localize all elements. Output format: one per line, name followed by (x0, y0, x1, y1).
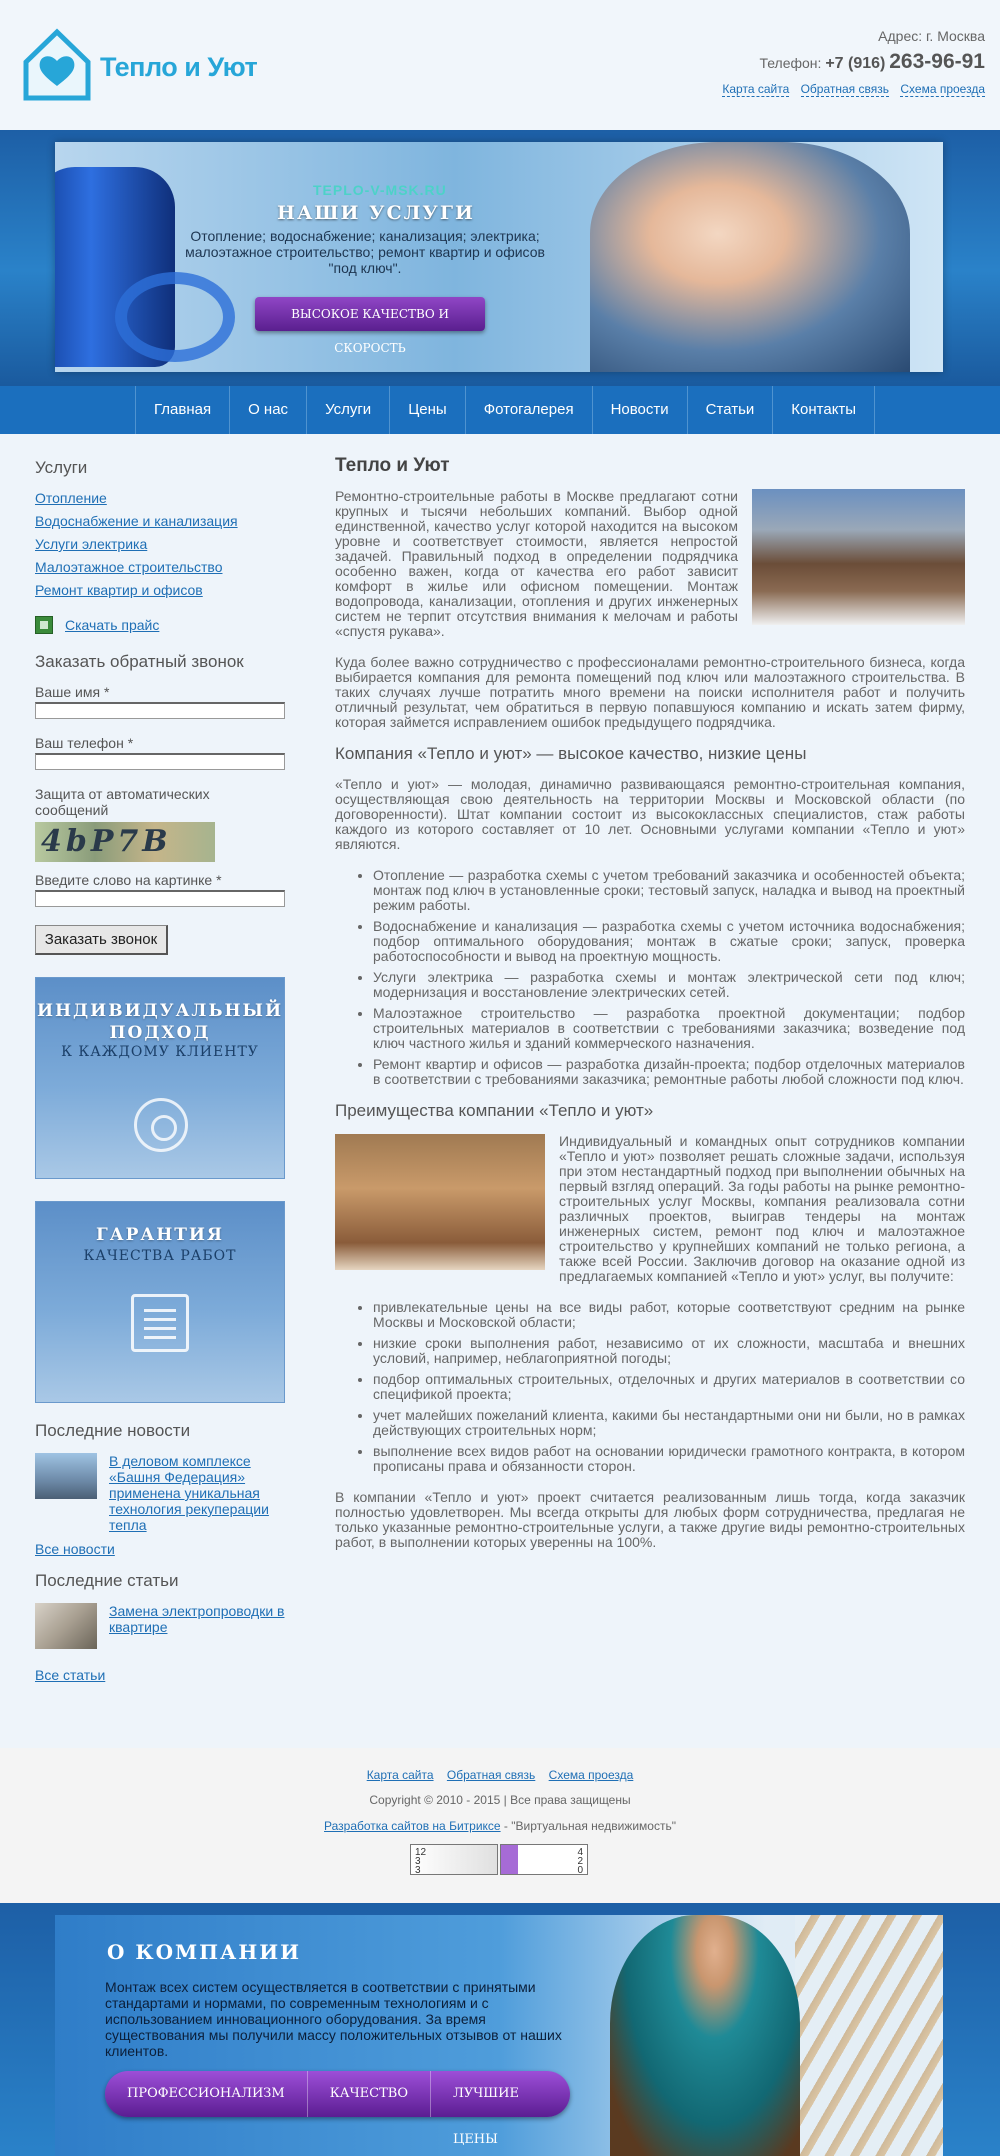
article-thumbnail[interactable] (35, 1603, 97, 1649)
target-icon (134, 1098, 188, 1152)
news-thumbnail[interactable] (35, 1453, 97, 1499)
list-item: • Водоснабжение и канализация — разработка схемы с учетом источника водоснабжения; подбор оптимального оборудования; монтаж в сжатые сроки; запуск, проверка работоспособности и вывод на проектную мощность. (373, 919, 965, 964)
banner-title: НАШИ УСЛУГИ (277, 202, 475, 224)
nav-gallery[interactable]: Фотогалерея (465, 386, 592, 434)
copyright: Copyright © 2010 - 2015 | Все права защищены (369, 1793, 631, 1807)
page-title: Тепло и Уют (335, 455, 450, 476)
benefits-list (373, 1300, 965, 1474)
promo2-line1: ГАРАНТИЯ (96, 1225, 224, 1245)
main-nav (0, 386, 1000, 434)
captcha-image: 4bP7B (35, 822, 215, 862)
download-price-link[interactable]: Скачать прайс (65, 617, 160, 633)
promo1-line3: К КАЖДОМУ КЛИЕНТУ (61, 1044, 259, 1060)
site-footer (0, 1748, 1000, 1903)
second-paragraph: Куда более важно сотрудничество с профессионалами ремонтно-строительного бизнеса, когда выбирается компания для ремонта помещений под ключ или малоэтажного строительства. В таких случаях лучше потратить много времени на поиски исполнителя работ и получить отличный результат, чем обратиться в первую попавшуюся компанию и искать затем фирму, которая займется исправлением ошибок предыдущего подрядчика. (335, 654, 965, 730)
all-news-link[interactable]: Все новости (35, 1541, 115, 1557)
list-item: • привлекательные цены на все виды работ, которые соответствуют средним на рынке Москвы и Московской области; (373, 1300, 965, 1330)
address: Адрес: г. Москва (878, 28, 985, 44)
article-item (35, 1603, 285, 1649)
news-item (35, 1453, 285, 1533)
professionalism-button[interactable]: ПРОФЕССИОНАЛИЗМ (105, 2071, 308, 2117)
sitemap-link[interactable]: Карта сайта (722, 82, 790, 96)
nav-prices[interactable]: Цены (389, 386, 465, 434)
footer-feedback-link[interactable]: Обратная связь (446, 1768, 536, 1782)
interior-photo (335, 1134, 545, 1270)
sidebar-item-water[interactable]: Водоснабжение и канализация (35, 513, 238, 529)
section-heading-quality: Компания «Тепло и уют» — высокое качество, низкие цены (335, 744, 807, 763)
developer-link[interactable]: Разработка сайтов на Битриксе (324, 1819, 501, 1833)
excel-file-icon (35, 616, 53, 634)
list-item: • подбор оптимальных строительных, отделочных и других материалов в соответствии со спецификой проекта; (373, 1372, 965, 1402)
quality-guarantee-banner[interactable] (35, 1201, 285, 1403)
rating-counter[interactable]: 4 2 0 (500, 1844, 588, 1875)
promo1-line1: ИНДИВИДУАЛЬНЫЙ (36, 1001, 284, 1021)
house-heart-logo-icon[interactable] (20, 24, 95, 104)
advantages-paragraph: Индивидуальный и командных опыт сотрудников компании «Тепло и уют» позволяет решать сложные задачи, используя при этом нестандартный подход при выполнении обычных на первый взгляд операций. За годы работы на рынке ремонтно-строительных услуг Москвы, компания реализовала сотни различных проектов, выиграв тендеры на монтаж инженерных систем, ремонт под ключ и малоэтажное строительство у крупнейших компаний не только региона, а также всей России. Заключив договор на оказание одной из предлагаемых компанией «Тепло и уют» услуг, вы получите: (559, 1133, 965, 1284)
about-buttons (105, 2071, 570, 2147)
list-item: • Услуги электрика — разработка схемы и монтаж электрической сети под ключ; модернизация и восстановление электрических сетей. (373, 970, 965, 1000)
document-icon (131, 1294, 189, 1352)
footer-links (0, 1768, 1000, 1782)
phone-code: +7 (916) (825, 55, 886, 72)
company-paragraph: «Тепло и уют» — молодая, динамично развивающаяся ремонтно-строительная компания, осуществляющая свою деятельность на территории Москвы и Московской области (по договоренности). Штат компании состоит из высококлассных специалистов, стаж работы каждого из которого составляет от 10 лет. Основными услугами компании «Тепло и уют» являются. (335, 776, 965, 852)
section-heading-advantages: Преимущества компании «Тепло и уют» (335, 1101, 654, 1120)
developer-name: - "Виртуальная недвижимость" (500, 1819, 676, 1833)
price-download (35, 616, 285, 634)
phone-label: Ваш телефон * (35, 735, 134, 751)
all-articles-link[interactable]: Все статьи (35, 1667, 106, 1683)
nav-news[interactable]: Новости (592, 386, 687, 434)
nav-contacts[interactable]: Контакты (772, 386, 875, 434)
services-list (373, 868, 965, 1087)
list-item: • Отопление — разработка схемы с учетом требований заказчика и особенностей объекта; монтаж под ключ в установленные сроки; тестовый запуск, наладка и вывод на проектный режим работы. (373, 868, 965, 913)
pipes-image (795, 1915, 943, 2156)
about-text: Монтаж всех систем осуществляется в соответствии с принятыми стандартами и нормами, по современным технологиям и с использованием инновационного оборудования. За время существования мы получили массу положительных отзывов от наших клиентов. (105, 1979, 562, 2059)
name-input[interactable] (35, 702, 285, 719)
services-heading: Услуги (35, 458, 88, 477)
phone-input[interactable] (35, 753, 285, 770)
article-link[interactable]: Замена электропроводки в квартире (109, 1603, 285, 1635)
sidebar-item-heating[interactable]: Отопление (35, 490, 107, 506)
developer-credit (0, 1819, 1000, 1833)
quality-button[interactable]: ВЫСОКОЕ КАЧЕСТВО И СКОРОСТЬ (255, 297, 485, 331)
promo2-line2: КАЧЕСТВА РАБОТ (83, 1248, 237, 1264)
banner-text: Отопление; водоснабжение; канализация; электрика; малоэтажное строительство; ремонт квартир и офисов "под ключ". (185, 228, 545, 276)
news-heading: Последние новости (35, 1421, 191, 1440)
nav-about[interactable]: О нас (229, 386, 306, 434)
quality-tab-button[interactable]: КАЧЕСТВО (308, 2071, 431, 2117)
intro-paragraph: Ремонтно-строительные работы в Москве предлагают сотни крупных и тысячи небольших компаний. Выбор одной единственной, качество услуг которой находится на высоком уровне и соответствует стоимости, является непростой задачей. Правильный подход в определении подрядчика особенно важен, когда от качества его работ зависит комфорт в жилье или офисном помещении. Монтаж водопровода, канализации, отопления и других инженерных систем не терпит отсутствия внимания к мелочам и работы «спустя рукава». (335, 488, 738, 639)
callback-heading: Заказать обратный звонок (35, 652, 244, 671)
closing-paragraph: В компании «Тепло и уют» проект считается реализованным лишь тогда, когда заказчик полностью удовлетворен. Мы всегда открыты для любых форм сотрудничества, предлагая не только указанные ремонтно-строительные услуги, а также другие виды ремонтно-строительных работ, в выполнении которых уверенны на 100%. (335, 1489, 965, 1550)
articles-heading: Последние статьи (35, 1571, 179, 1590)
order-call-button[interactable]: Заказать звонок (35, 925, 168, 955)
list-item: • низкие сроки выполнения работ, независимо от их сложности, масштаба и внешних условий, например, неблагоприятной погоды; (373, 1336, 965, 1366)
nav-articles[interactable]: Статьи (687, 386, 773, 434)
sidebar-item-electric[interactable]: Услуги электрика (35, 536, 148, 552)
phone-number: 263-96-91 (889, 50, 985, 73)
family-photo (590, 142, 910, 372)
header-links (714, 82, 985, 96)
main-content (335, 455, 965, 1566)
promo1-line2: ПОДХОД (109, 1023, 211, 1043)
about-banner-slide[interactable] (55, 1915, 943, 2156)
banner-site-url: TEPLO-V-MSK.RU (313, 182, 447, 198)
services-banner-slide[interactable] (55, 142, 943, 372)
feedback-link[interactable]: Обратная связь (800, 82, 890, 96)
individual-approach-banner[interactable] (35, 977, 285, 1179)
list-item: • выполнение всех видов работ на основании юридически грамотного контракта, в котором прописаны права и обязанности сторон. (373, 1444, 965, 1474)
services-banner (0, 130, 1000, 386)
site-header (0, 0, 1000, 130)
phone (714, 50, 985, 74)
phone-label: Телефон: (759, 55, 822, 71)
name-label: Ваше имя * (35, 684, 110, 700)
about-title: О КОМПАНИИ (107, 1940, 302, 1964)
list-item: • Ремонт квартир и офисов — разработка дизайн-проекта; подбор отделочных материалов в соответствии с требованиями заказчика; ремонтные работы любой сложности под ключ. (373, 1057, 965, 1087)
pipe-coil-image (115, 272, 235, 362)
sidebar-item-renovation[interactable]: Ремонт квартир и офисов (35, 582, 203, 598)
visitor-counter[interactable]: 12 3 3 (410, 1844, 498, 1875)
about-banner (0, 1903, 1000, 2156)
list-item: • Малоэтажное строительство — разработка проектной документации; подбор строительных материалов в соответствии с требованиями заказчика; возведение под ключ частного жилья и зданий коммерческого назначения. (373, 1006, 965, 1051)
captcha-label: Защита от автоматических сообщений (35, 786, 210, 818)
best-prices-button[interactable]: ЛУЧШИЕ ЦЕНЫ (452, 2086, 519, 2147)
captcha-input[interactable] (35, 890, 285, 907)
worker-photo (610, 1915, 800, 2156)
logo-text[interactable]: Тепло и Уют (100, 52, 258, 82)
news-link[interactable]: В деловом комплексе «Башня Федерация» применена уникальная технология рекуперации тепла (109, 1453, 269, 1533)
directions-link[interactable]: Схема проезда (900, 82, 985, 96)
sidebar-item-construction[interactable]: Малоэтажное строительство (35, 559, 223, 575)
list-item: • учет малейших пожеланий клиента, какими бы нестандартными они ни были, но в рамках действующих строительных норм; (373, 1408, 965, 1438)
nav-home[interactable]: Главная (135, 386, 229, 434)
sidebar (35, 458, 285, 1690)
header-contacts (714, 28, 985, 96)
footer-directions-link[interactable]: Схема проезда (548, 1768, 634, 1782)
footer-sitemap-link[interactable]: Карта сайта (366, 1768, 434, 1782)
captcha-input-label: Введите слово на картинке * (35, 872, 222, 888)
nav-services[interactable]: Услуги (306, 386, 389, 434)
house-photo (752, 489, 965, 625)
